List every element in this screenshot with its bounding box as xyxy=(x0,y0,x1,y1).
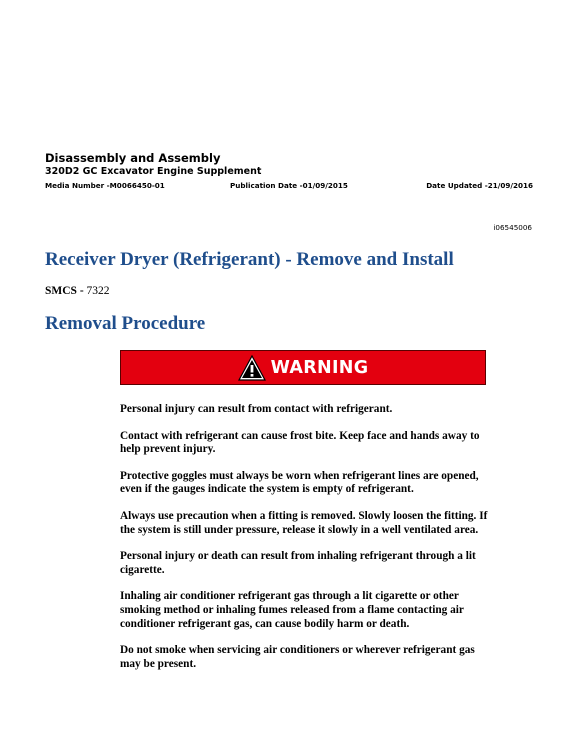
warning-banner xyxy=(120,350,486,385)
smcs-label: SMCS - xyxy=(45,285,84,297)
document-title: Disassembly and Assembly xyxy=(45,151,221,165)
publication-date: Publication Date -01/09/2015 xyxy=(230,181,348,190)
warning-paragraph: Inhaling air conditioner refrigerant gas through a lit cigarette or other smoking method or inhaling fumes released from a flame contacting air conditioner refrigerant gas, can cause bodily harm or death. xyxy=(120,590,464,630)
smcs-line xyxy=(45,285,110,297)
warning-triangle-icon xyxy=(238,355,266,381)
media-number: Media Number -M0066450-01 xyxy=(45,181,165,190)
warning-paragraph: Do not smoke when servicing air conditioners or wherever refrigerant gas may be present. xyxy=(120,644,475,670)
warning-paragraph: Contact with refrigerant can cause frost bite. Keep face and hands away to help prevent injury. xyxy=(120,429,480,456)
smcs-code: 7322 xyxy=(86,285,110,297)
warning-label: WARNING xyxy=(270,357,369,378)
document-subtitle: 320D2 GC Excavator Engine Supplement xyxy=(45,166,262,177)
warning-text xyxy=(120,403,490,684)
warning-paragraph: Protective goggles must always be worn when refrigerant lines are opened, even if the gauges indicate the system is empty of refrigerant. xyxy=(120,469,479,496)
reference-id: i06545006 xyxy=(493,223,532,232)
warning-paragraph: Personal injury or death can result from inhaling refrigerant through a lit cigarette. xyxy=(120,550,476,576)
page-title: Receiver Dryer (Refrigerant) - Remove and Install xyxy=(45,249,454,270)
warning-paragraph: Personal injury can result from contact with refrigerant. xyxy=(120,403,393,415)
document-header xyxy=(45,151,535,193)
warning-paragraph: Always use precaution when a fitting is removed. Slowly loosen the fitting. If the system is still under pressure, release it slowly in a well ventilated area. xyxy=(120,509,488,536)
section-heading: Removal Procedure xyxy=(45,313,206,334)
date-updated: Date Updated -21/09/2016 xyxy=(426,181,533,190)
meta-row xyxy=(45,181,535,193)
